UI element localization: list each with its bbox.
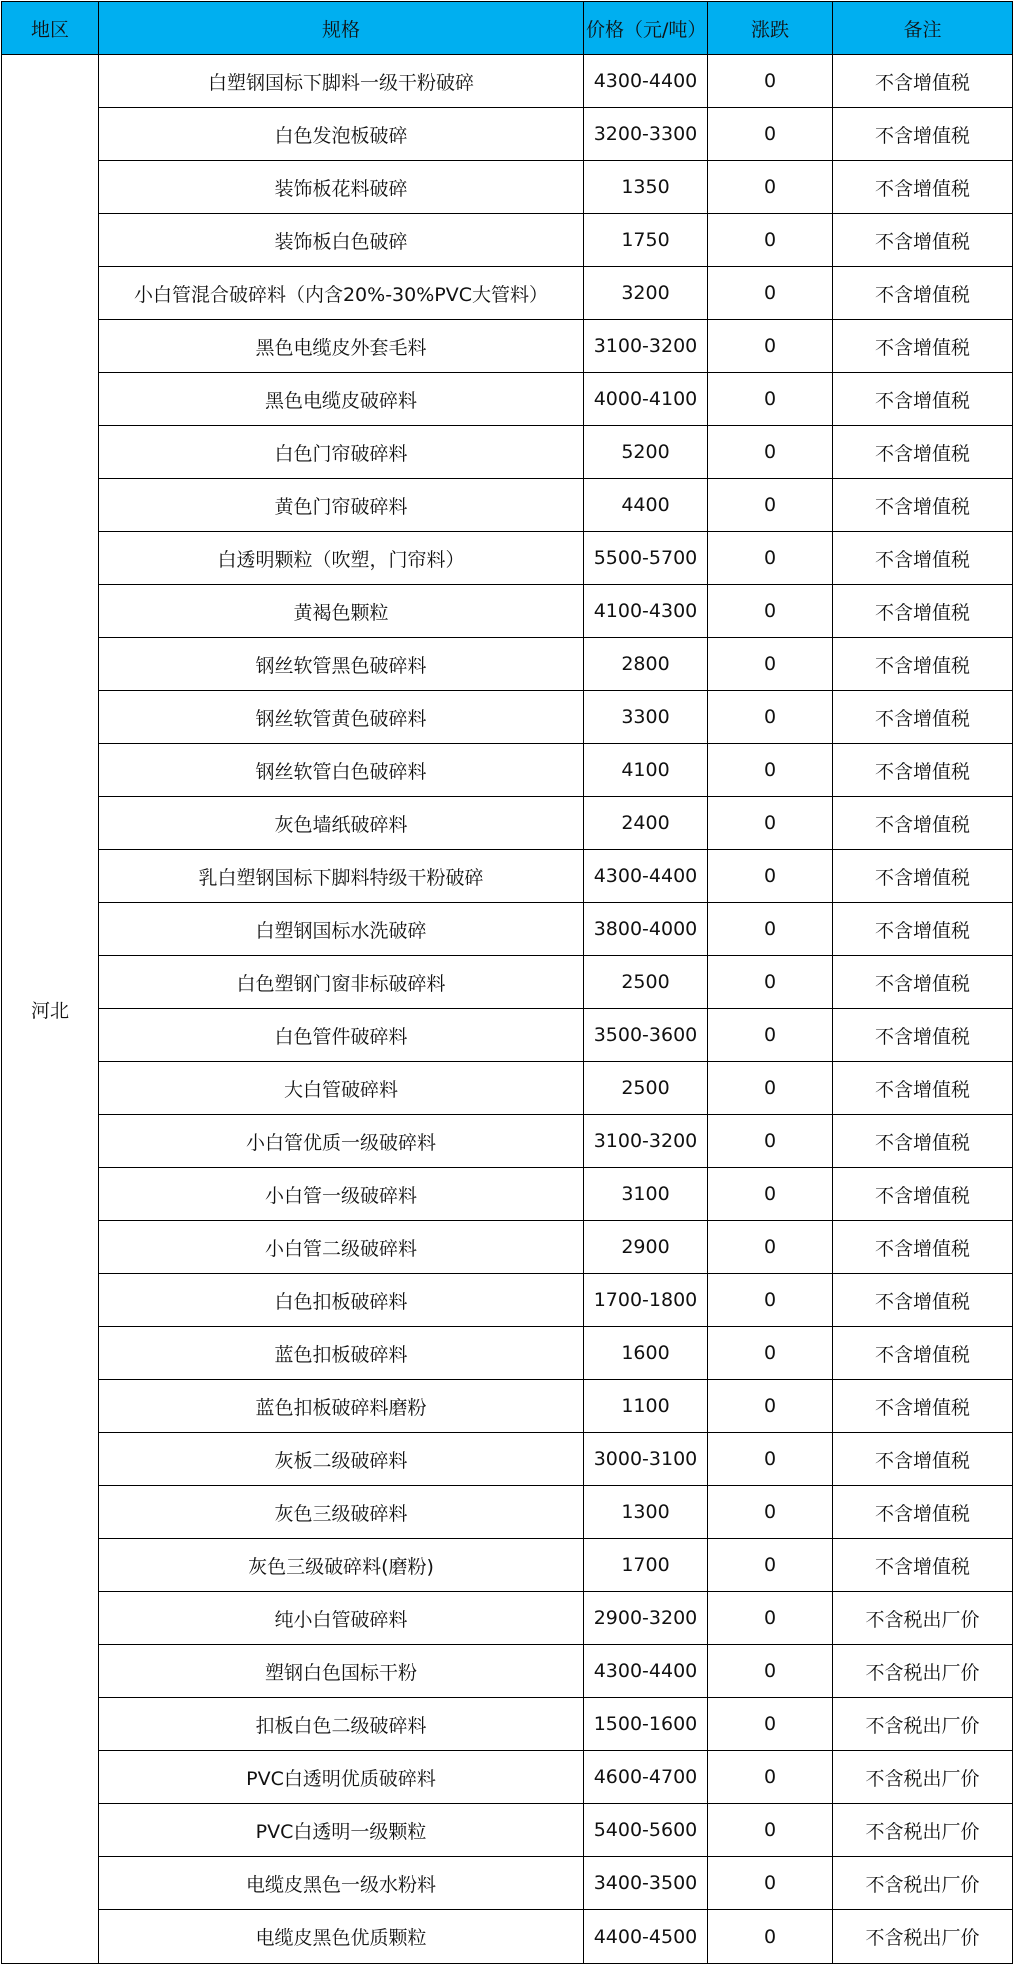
spec-cell: 扣板白色二级破碎料 [99,1698,584,1751]
table-row [2,1698,1013,1751]
spec-cell: 装饰板白色破碎 [99,214,584,267]
change-cell: 0 [708,1645,833,1698]
note-cell: 不含增值税 [833,55,1013,108]
change-cell: 0 [708,638,833,691]
price-cell: 1350 [584,161,708,214]
spec-cell: 白色塑钢门窗非标破碎料 [99,956,584,1009]
table-row [2,1539,1013,1592]
table-row [2,744,1013,797]
price-cell: 3200-3300 [584,108,708,161]
note-cell: 不含增值税 [833,320,1013,373]
note-cell: 不含税出厂价 [833,1910,1013,1964]
table-row [2,1115,1013,1168]
note-cell: 不含增值税 [833,1274,1013,1327]
price-cell: 1100 [584,1380,708,1433]
table-row [2,797,1013,850]
change-cell: 0 [708,1592,833,1645]
change-cell: 0 [708,797,833,850]
table-row [2,1327,1013,1380]
spec-cell: 电缆皮黑色一级水粉料 [99,1857,584,1910]
spec-cell: 白色门帘破碎料 [99,426,584,479]
note-cell: 不含增值税 [833,1380,1013,1433]
price-cell: 3000-3100 [584,1433,708,1486]
spec-cell: 小白管优质一级破碎料 [99,1115,584,1168]
spec-cell: 白色管件破碎料 [99,1009,584,1062]
change-cell: 0 [708,1062,833,1115]
change-cell: 0 [708,1433,833,1486]
change-cell: 0 [708,1274,833,1327]
price-cell: 3400-3500 [584,1857,708,1910]
price-cell: 2500 [584,956,708,1009]
table-row [2,956,1013,1009]
note-cell: 不含增值税 [833,373,1013,426]
note-cell: 不含增值税 [833,1539,1013,1592]
table-row [2,691,1013,744]
table-row [2,214,1013,267]
change-cell: 0 [708,1910,833,1964]
table-row [2,850,1013,903]
table-row [2,1592,1013,1645]
price-cell: 3100 [584,1168,708,1221]
spec-cell: 白透明颗粒（吹塑，门帘料） [99,532,584,585]
spec-cell: 钢丝软管黑色破碎料 [99,638,584,691]
table-row [2,585,1013,638]
note-cell: 不含增值税 [833,1433,1013,1486]
note-cell: 不含增值税 [833,479,1013,532]
table-row [2,161,1013,214]
change-cell: 0 [708,1698,833,1751]
spec-cell: 钢丝软管白色破碎料 [99,744,584,797]
table-row [2,1645,1013,1698]
price-table [1,1,1013,1964]
note-cell: 不含增值税 [833,1327,1013,1380]
change-cell: 0 [708,691,833,744]
note-cell: 不含增值税 [833,744,1013,797]
header-region: 地区 [2,2,99,55]
note-cell: 不含增值税 [833,956,1013,1009]
note-cell: 不含增值税 [833,797,1013,850]
change-cell: 0 [708,532,833,585]
table-row [2,373,1013,426]
price-cell: 3500-3600 [584,1009,708,1062]
table-row [2,320,1013,373]
note-cell: 不含增值税 [833,638,1013,691]
price-cell: 4400-4500 [584,1910,708,1964]
spec-cell: 黑色电缆皮外套毛料 [99,320,584,373]
table-row [2,108,1013,161]
price-cell: 2800 [584,638,708,691]
spec-cell: 蓝色扣板破碎料磨粉 [99,1380,584,1433]
change-cell: 0 [708,1009,833,1062]
table-row [2,532,1013,585]
price-cell: 4100-4300 [584,585,708,638]
price-cell: 1750 [584,214,708,267]
change-cell: 0 [708,1804,833,1857]
header-spec: 规格 [99,2,584,55]
price-cell: 4300-4400 [584,850,708,903]
spec-cell: 纯小白管破碎料 [99,1592,584,1645]
note-cell: 不含税出厂价 [833,1645,1013,1698]
change-cell: 0 [708,214,833,267]
table-header [2,2,1013,55]
spec-cell: PVC白透明一级颗粒 [99,1804,584,1857]
price-cell: 2900 [584,1221,708,1274]
price-cell: 3200 [584,267,708,320]
table-row [2,426,1013,479]
spec-cell: 电缆皮黑色优质颗粒 [99,1910,584,1964]
spec-cell: 装饰板花料破碎 [99,161,584,214]
change-cell: 0 [708,479,833,532]
change-cell: 0 [708,1751,833,1804]
note-cell: 不含增值税 [833,585,1013,638]
change-cell: 0 [708,320,833,373]
spec-cell: 黑色电缆皮破碎料 [99,373,584,426]
spec-cell: 灰色三级破碎料 [99,1486,584,1539]
table-row [2,1380,1013,1433]
price-cell: 1300 [584,1486,708,1539]
table-row [2,903,1013,956]
table-body [2,55,1013,1964]
table-row [2,1274,1013,1327]
header-change: 涨跌 [708,2,833,55]
spec-cell: 乳白塑钢国标下脚料特级干粉破碎 [99,850,584,903]
change-cell: 0 [708,55,833,108]
spec-cell: 大白管破碎料 [99,1062,584,1115]
price-cell: 1600 [584,1327,708,1380]
note-cell: 不含增值税 [833,850,1013,903]
price-cell: 3300 [584,691,708,744]
table-row [2,1433,1013,1486]
spec-cell: 黄褐色颗粒 [99,585,584,638]
note-cell: 不含增值税 [833,1115,1013,1168]
spec-cell: 小白管二级破碎料 [99,1221,584,1274]
change-cell: 0 [708,1221,833,1274]
note-cell: 不含增值税 [833,532,1013,585]
table-row [2,1804,1013,1857]
note-cell: 不含税出厂价 [833,1698,1013,1751]
change-cell: 0 [708,956,833,1009]
header-row [2,2,1013,55]
spec-cell: 灰色三级破碎料(磨粉) [99,1539,584,1592]
table-row [2,1062,1013,1115]
table-row [2,267,1013,320]
table-row [2,55,1013,108]
note-cell: 不含增值税 [833,161,1013,214]
note-cell: 不含增值税 [833,903,1013,956]
price-cell: 5400-5600 [584,1804,708,1857]
note-cell: 不含增值税 [833,267,1013,320]
price-cell: 3100-3200 [584,320,708,373]
note-cell: 不含增值税 [833,1486,1013,1539]
price-cell: 1700-1800 [584,1274,708,1327]
note-cell: 不含税出厂价 [833,1857,1013,1910]
price-cell: 3800-4000 [584,903,708,956]
table-row [2,1486,1013,1539]
spec-cell: 白色发泡板破碎 [99,108,584,161]
change-cell: 0 [708,1168,833,1221]
spec-cell: 白塑钢国标下脚料一级干粉破碎 [99,55,584,108]
price-cell: 4300-4400 [584,55,708,108]
table-row [2,479,1013,532]
price-cell: 4000-4100 [584,373,708,426]
spec-cell: 白色扣板破碎料 [99,1274,584,1327]
header-price: 价格（元/吨） [584,2,708,55]
spec-cell: PVC白透明优质破碎料 [99,1751,584,1804]
change-cell: 0 [708,267,833,320]
price-cell: 1500-1600 [584,1698,708,1751]
change-cell: 0 [708,426,833,479]
note-cell: 不含增值税 [833,1168,1013,1221]
table-row [2,1168,1013,1221]
change-cell: 0 [708,161,833,214]
note-cell: 不含增值税 [833,426,1013,479]
price-cell: 5200 [584,426,708,479]
region-cell: 河北 [2,55,99,1964]
spec-cell: 塑钢白色国标干粉 [99,1645,584,1698]
note-cell: 不含增值税 [833,108,1013,161]
spec-cell: 黄色门帘破碎料 [99,479,584,532]
change-cell: 0 [708,585,833,638]
price-cell: 4400 [584,479,708,532]
spec-cell: 灰色墙纸破碎料 [99,797,584,850]
note-cell: 不含增值税 [833,691,1013,744]
change-cell: 0 [708,1486,833,1539]
change-cell: 0 [708,1857,833,1910]
note-cell: 不含增值税 [833,1062,1013,1115]
price-cell: 1700 [584,1539,708,1592]
note-cell: 不含增值税 [833,1221,1013,1274]
change-cell: 0 [708,108,833,161]
table-row [2,1009,1013,1062]
header-note: 备注 [833,2,1013,55]
table-row [2,638,1013,691]
change-cell: 0 [708,1539,833,1592]
price-cell: 3100-3200 [584,1115,708,1168]
table-row [2,1751,1013,1804]
price-cell: 2500 [584,1062,708,1115]
change-cell: 0 [708,903,833,956]
spec-cell: 灰板二级破碎料 [99,1433,584,1486]
spec-cell: 钢丝软管黄色破碎料 [99,691,584,744]
table-row [2,1221,1013,1274]
spec-cell: 小白管混合破碎料（内含20%-30%PVC大管料） [99,267,584,320]
change-cell: 0 [708,1380,833,1433]
price-cell: 4300-4400 [584,1645,708,1698]
change-cell: 0 [708,1115,833,1168]
spec-cell: 蓝色扣板破碎料 [99,1327,584,1380]
spec-cell: 白塑钢国标水洗破碎 [99,903,584,956]
table-row [2,1910,1013,1964]
note-cell: 不含税出厂价 [833,1804,1013,1857]
price-cell: 2400 [584,797,708,850]
price-cell: 4100 [584,744,708,797]
change-cell: 0 [708,744,833,797]
note-cell: 不含税出厂价 [833,1751,1013,1804]
note-cell: 不含税出厂价 [833,1592,1013,1645]
price-cell: 4600-4700 [584,1751,708,1804]
price-cell: 5500-5700 [584,532,708,585]
note-cell: 不含增值税 [833,1009,1013,1062]
change-cell: 0 [708,373,833,426]
change-cell: 0 [708,1327,833,1380]
spec-cell: 小白管一级破碎料 [99,1168,584,1221]
note-cell: 不含增值税 [833,214,1013,267]
change-cell: 0 [708,850,833,903]
table-row [2,1857,1013,1910]
price-cell: 2900-3200 [584,1592,708,1645]
